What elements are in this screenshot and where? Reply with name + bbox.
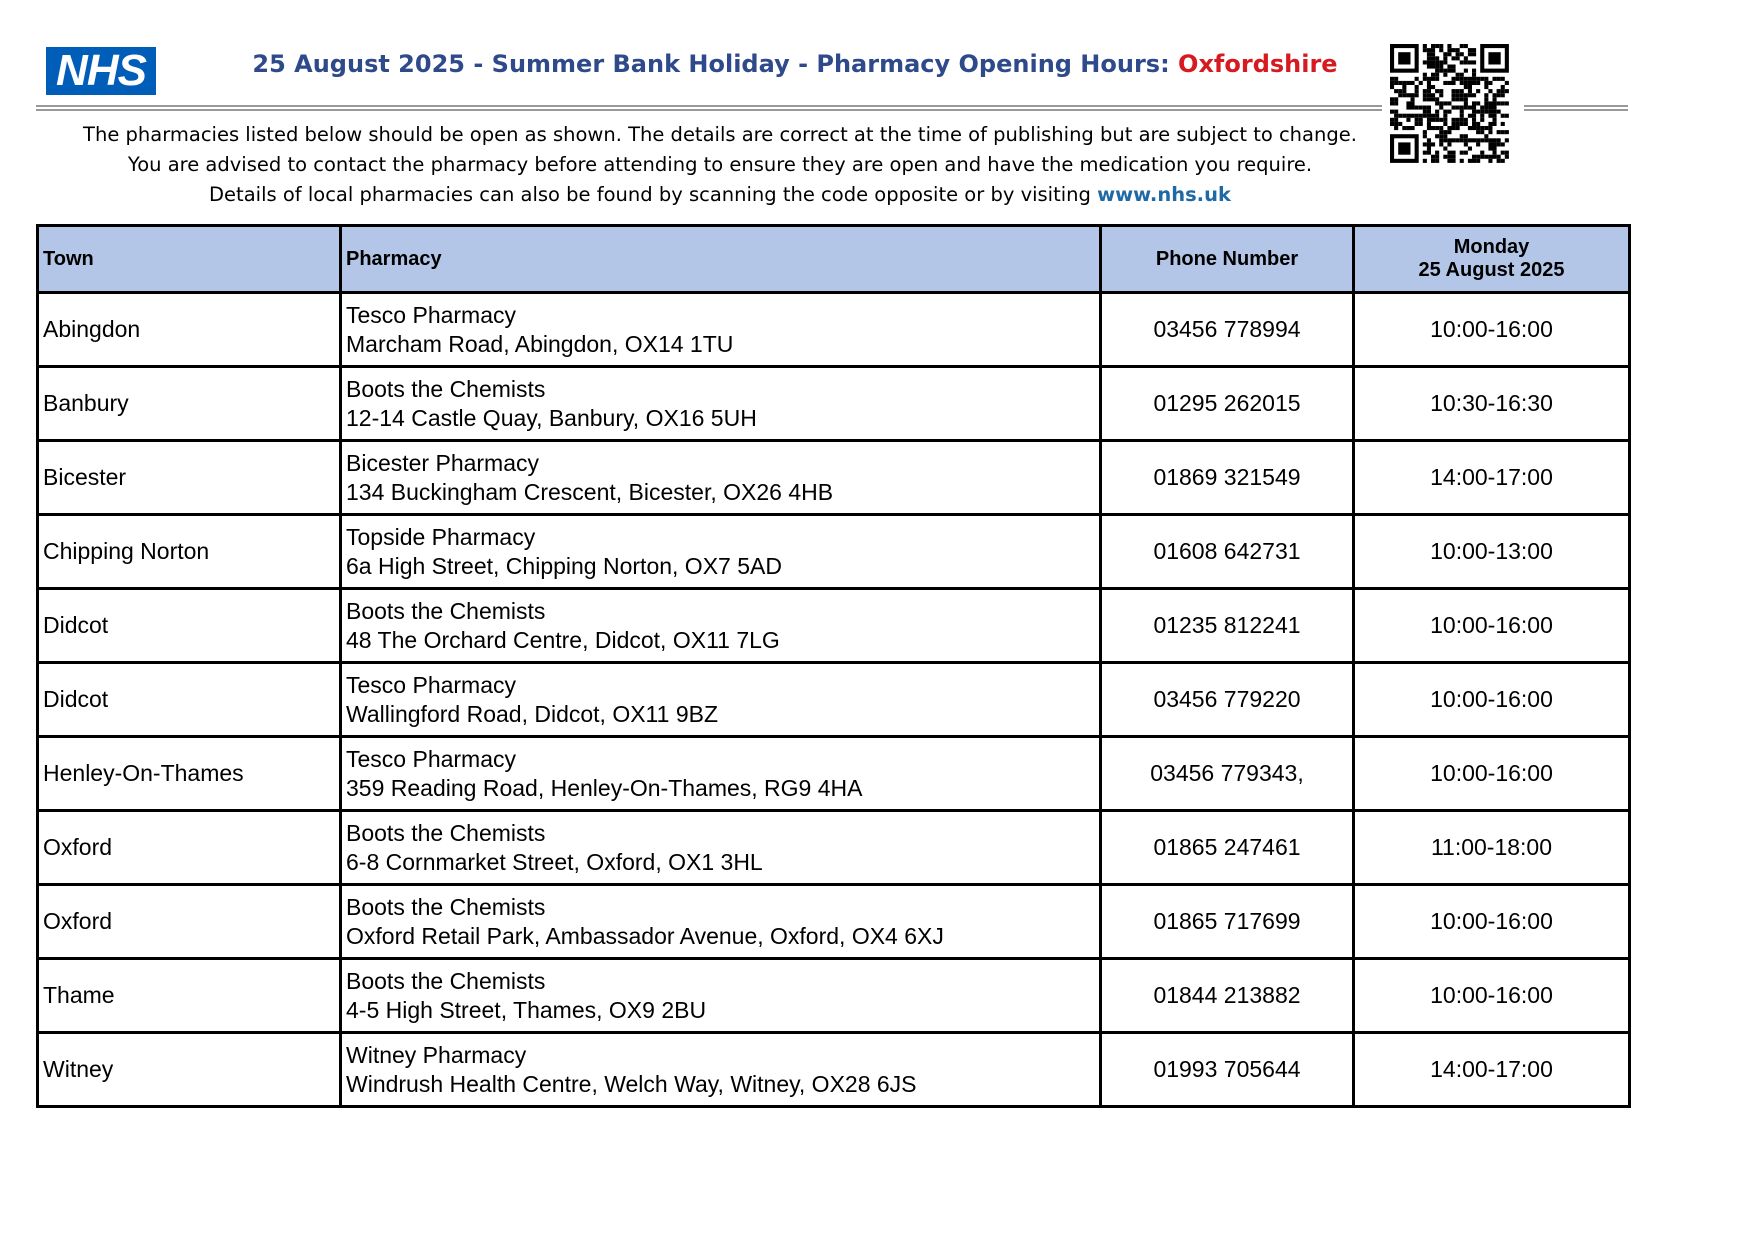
- cell-hours: 10:00-16:00: [1354, 589, 1630, 663]
- cell-hours: 10:00-16:00: [1354, 737, 1630, 811]
- cell-town: Didcot: [38, 663, 341, 737]
- pharmacy-name: Boots the Chemists: [346, 375, 546, 402]
- cell-town: Didcot: [38, 589, 341, 663]
- intro-line-2: You are advised to contact the pharmacy before attending to ensure they are open and have the medication you require.: [127, 153, 1313, 176]
- pharmacy-address: 6a High Street, Chipping Norton, OX7 5AD: [346, 552, 782, 579]
- qr-code-icon: [1382, 42, 1518, 164]
- table-header-row: [38, 226, 1630, 293]
- pharmacy-name: Bicester Pharmacy: [346, 449, 540, 476]
- table-row: [38, 1033, 1630, 1107]
- cell-town: Thame: [38, 959, 341, 1033]
- cell-pharmacy: [341, 737, 1101, 811]
- table-row: [38, 737, 1630, 811]
- column-header-phone: Phone Number: [1101, 226, 1354, 293]
- cell-hours: 10:00-13:00: [1354, 515, 1630, 589]
- cell-town: Banbury: [38, 367, 341, 441]
- cell-hours: 10:30-16:30: [1354, 367, 1630, 441]
- cell-hours: 14:00-17:00: [1354, 441, 1630, 515]
- pharmacy-address: Wallingford Road, Didcot, OX11 9BZ: [346, 700, 718, 727]
- pharmacy-address: 12-14 Castle Quay, Banbury, OX16 5UH: [346, 404, 757, 431]
- cell-pharmacy: [341, 885, 1101, 959]
- table-row: [38, 959, 1630, 1033]
- table-row: [38, 885, 1630, 959]
- cell-hours: 10:00-16:00: [1354, 885, 1630, 959]
- cell-phone: 01865 247461: [1101, 811, 1354, 885]
- header-divider-right: [1524, 105, 1628, 111]
- cell-pharmacy: [341, 811, 1101, 885]
- title-text: 25 August 2025 - Summer Bank Holiday - Pharmacy Opening Hours:: [252, 50, 1179, 78]
- cell-town: Oxford: [38, 811, 341, 885]
- intro-line-3-text: Details of local pharmacies can also be found by scanning the code opposite or by visiting: [209, 183, 1098, 206]
- cell-phone: 01844 213882: [1101, 959, 1354, 1033]
- cell-town: Oxford: [38, 885, 341, 959]
- cell-town: Bicester: [38, 441, 341, 515]
- intro-line-1: The pharmacies listed below should be open as shown. The details are correct at the time of publishing but are subject to change.: [83, 123, 1357, 146]
- cell-pharmacy: [341, 293, 1101, 367]
- pharmacy-name: Topside Pharmacy: [346, 523, 536, 550]
- column-header-date: 25 August 2025: [1418, 259, 1565, 281]
- pharmacy-address: 6-8 Cornmarket Street, Oxford, OX1 3HL: [346, 848, 763, 875]
- cell-phone: 03456 779343,: [1101, 737, 1354, 811]
- table-row: [38, 441, 1630, 515]
- pharmacy-name: Boots the Chemists: [346, 893, 546, 920]
- cell-hours: 10:00-16:00: [1354, 663, 1630, 737]
- cell-phone: 01235 812241: [1101, 589, 1354, 663]
- cell-phone: 01608 642731: [1101, 515, 1354, 589]
- cell-pharmacy: [341, 367, 1101, 441]
- pharmacy-address: 4-5 High Street, Thames, OX9 2BU: [346, 996, 707, 1023]
- cell-phone: 01993 705644: [1101, 1033, 1354, 1107]
- column-header-day: Monday: [1453, 236, 1530, 258]
- pharmacy-address: 48 The Orchard Centre, Didcot, OX11 7LG: [346, 626, 780, 653]
- column-header-hours: [1354, 226, 1630, 293]
- pharmacy-address: 134 Buckingham Crescent, Bicester, OX26 4HB: [346, 478, 834, 505]
- column-header-town: Town: [38, 226, 341, 293]
- cell-pharmacy: [341, 589, 1101, 663]
- cell-hours: 10:00-16:00: [1354, 959, 1630, 1033]
- table-row: [38, 293, 1630, 367]
- table-row: [38, 589, 1630, 663]
- page-title: [200, 50, 1390, 78]
- nhs-logo-text: NHS: [56, 46, 146, 95]
- table-row: [38, 811, 1630, 885]
- cell-hours: 14:00-17:00: [1354, 1033, 1630, 1107]
- pharmacy-address: Windrush Health Centre, Welch Way, Witney, OX28 6JS: [346, 1070, 917, 1097]
- cell-phone: 03456 779220: [1101, 663, 1354, 737]
- pharmacy-address: Marcham Road, Abingdon, OX14 1TU: [346, 330, 734, 357]
- cell-town: Abingdon: [38, 293, 341, 367]
- cell-phone: 01865 717699: [1101, 885, 1354, 959]
- column-header-pharmacy: Pharmacy: [341, 226, 1101, 293]
- cell-hours: 11:00-18:00: [1354, 811, 1630, 885]
- intro-line-3: [40, 180, 1400, 210]
- cell-pharmacy: [341, 441, 1101, 515]
- nhs-website-link[interactable]: www.nhs.uk: [1097, 183, 1231, 206]
- cell-phone: 01869 321549: [1101, 441, 1354, 515]
- cell-hours: 10:00-16:00: [1354, 293, 1630, 367]
- pharmacy-name: Witney Pharmacy: [346, 1041, 527, 1068]
- cell-town: Chipping Norton: [38, 515, 341, 589]
- table-row: [38, 515, 1630, 589]
- pharmacy-name: Boots the Chemists: [346, 819, 546, 846]
- cell-pharmacy: [341, 663, 1101, 737]
- table-row: [38, 663, 1630, 737]
- cell-pharmacy: [341, 959, 1101, 1033]
- pharmacy-name: Boots the Chemists: [346, 967, 546, 994]
- pharmacy-name: Tesco Pharmacy: [346, 301, 517, 328]
- pharmacy-name: Tesco Pharmacy: [346, 745, 517, 772]
- cell-pharmacy: [341, 515, 1101, 589]
- nhs-logo: [46, 47, 156, 95]
- cell-phone: 01295 262015: [1101, 367, 1354, 441]
- pharmacy-name: Boots the Chemists: [346, 597, 546, 624]
- cell-town: Witney: [38, 1033, 341, 1107]
- cell-pharmacy: [341, 1033, 1101, 1107]
- cell-town: Henley-On-Thames: [38, 737, 341, 811]
- intro-text: [40, 120, 1400, 210]
- cell-phone: 03456 778994: [1101, 293, 1354, 367]
- title-region: Oxfordshire: [1178, 50, 1338, 78]
- pharmacy-address: Oxford Retail Park, Ambassador Avenue, Oxford, OX4 6XJ: [346, 922, 944, 949]
- pharmacy-address: 359 Reading Road, Henley-On-Thames, RG9 4HA: [346, 774, 863, 801]
- pharmacy-table: [36, 224, 1631, 1108]
- pharmacy-name: Tesco Pharmacy: [346, 671, 517, 698]
- table-row: [38, 367, 1630, 441]
- header-divider-left: [36, 105, 1382, 111]
